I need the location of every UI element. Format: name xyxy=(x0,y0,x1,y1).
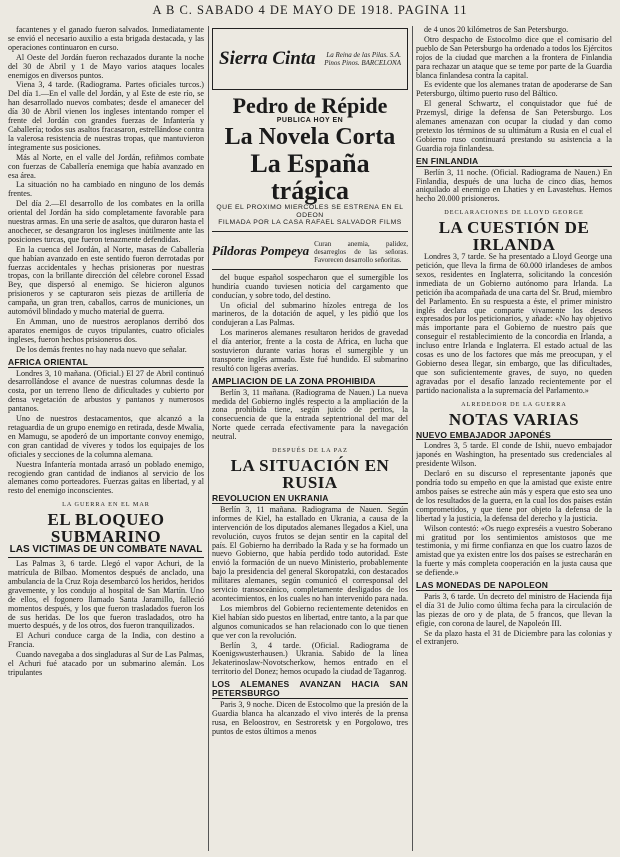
paragraph: Los marineros alemanes resultaron heridos de gravedad el día anterior, frente a la costa de Africa, en lucha que sostuvieron durante varias horas el sumergible y un transporte inglés armado. Este fué hundido. El submarino resultó con ligeras averías. xyxy=(212,328,408,373)
paragraph: El general Schwartz, el conquistador que fué de Przemysl, dirige la defensa de San Petersburgo. Los alemanes amenazan con ocupar la ciudad y dan como pretexto los términos de su ultimátum a Rusia en el cual el Gobierno ruso continuará prestando su asistencia a la Guardia roja finlandesa. xyxy=(416,99,612,153)
ad-book-title: La España trágica xyxy=(250,149,370,205)
paragraph: Es evidente que los alemanes tratan de apoderarse de San Petersburgo, último puerto ruso del Báltico. xyxy=(416,80,612,99)
section-kicker: ALREDEDOR DE LA GUERRA xyxy=(461,400,567,408)
subheading-monedas: LAS MONEDAS DE NAPOLEON xyxy=(416,581,612,591)
paragraph: Wilson contestó: «Os ruego expreséis a vuestro Soberano mi gratitud por los sentimientos amistosos que me testimonia, y mi firme confianza en que los cuatro lazos de amistad que ya existen entre los dos países se estrecharán en la fuerte y más completa cooperación en la justa causa que se defiende.» xyxy=(416,523,612,578)
ad-pild-text: Curan anemia, palidez, desarreglos de las señoras. Favorecen desarrollo señoritas. xyxy=(314,239,408,264)
paragraph: Más al Norte, en el valle del Jordán, refiñmos combate con fuerzas de Caballería enemiga que había avanzado en esa área. xyxy=(8,152,204,180)
paragraph: Cuando navegaba a dos singladuras al Sur de Las Palmas, el Achuri fué atacado por un submarino alemán. Los tripulantes xyxy=(8,650,204,677)
ad-foot: QUE EL PROXIMO MIERCOLES SE ESTRENA EN EL ODEON xyxy=(216,204,404,219)
column-3 xyxy=(416,26,612,851)
ad-tagline: La Reina de las Pilas. S.A. Pinos Pinos. BARCELONA xyxy=(324,51,401,67)
paragraph: Berlín 3, 4 tarde. (Oficial. Radiograma de Koenigswusterhausen.) Ukrania. Sabido de la línea Jekaterinoslaw-Novotscherkow, hemos entrado en el territorio del Donez; hemos ocupado la ciudad de Taganrog. xyxy=(212,640,408,677)
paragraph: Nuestra Infantería montada arrasó un poblado enemigo, recogiendo gran cantidad de indianos al servicio de los alemanes como porteadores. Fuerzas gaitas en libertad, y al resto del enemigo inconscientes. xyxy=(8,459,204,496)
subheading-embajador: NUEVO EMBAJADOR JAPONÉS xyxy=(416,431,612,441)
paragraph: En Amman, uno de nuestros aeroplanos derribó dos aparatos enemigos de cuyos tripulantes, cuatro oficiales ingleses, fueron hechos prisioneros dos. xyxy=(8,317,204,344)
paragraph: Londres 3, 5 tarde. El conde de Ishii, nuevo embajador japonés en Washington, ha presentado sus credenciales al presidente Wilson. xyxy=(416,441,612,469)
paragraph: Paris 3, 9 noche. Dicen de Estocolmo que la presión de la Guardia blanca ha alcanzado el vivo interés de la prensa rusa, en Beloostrov, en Sestroretsk y en Porgolowo, tres puntos de estos últimos a menos xyxy=(212,699,408,736)
paragraph: Los miembros del Gobierno recientemente detenidos en Kiel habían sido puestos en libertad, entre tanto, a la par que algunos comunicados se han relacionado con lo que tienen que ver con la revolución. xyxy=(212,603,408,640)
ad-line: PUBLICA HOY EN xyxy=(276,117,344,124)
section-kicker: LA GUERRA EN EL MAR xyxy=(62,501,150,509)
paragraph: Berlín 3, 11 mañana. Radiograma de Nauen. Según informes de Kiel, ha estallado en Ukrania, a causa de la intervención de los diputados alemanes llegados a Kiel, una revolución, cuyos frutos se dejan sentir en la capital del país. El Gobierno ha derribado la Rada y se ha formado un nuevo Gobierno, que había perdido todo autoridad. Este envió la formación de un nuevo Ministerio, probablemente bajo la presidencia del general Skoropatzki, con destacados militares alemanes, según comunicó el corresponsal del servicio transoceánico, completamente desligados de los acontecimientos, en los cuales no han intervenido para nada. xyxy=(212,504,408,603)
ad-novela-corta xyxy=(212,94,408,232)
column-1 xyxy=(8,26,204,851)
paragraph: Viena 3, 4 tarde. (Radiograma. Partes oficiales turcos.) Del día 1.—En el valle del Jordán, y al Este de este río, se han desarrollado nuevos combates; desde el amanecer del día 30 de Abril vienen los ingleses intentando romper el frente del Jordán con grandes fuerzas de Infantería y Caballería; todos sus asaltos fracasaron, estrellándose contra la valerosa resistencia de nuestras tropas, que mantuvieron íntegramente sus posiciones. xyxy=(8,80,204,152)
paragraph: Berlín 3, 11 mañana. (Radiograma de Nauen.) La nueva medida del Gobierno inglés respecto a la ampliación de la zona prohibida tiene, según juicio de peritos, la consecuencia de que la entrada septentrional del mar del Norte quede cerrada efectivamente para la navegación neutral. xyxy=(212,387,408,442)
subheading-ampliacion: AMPLIACION DE LA ZONA PROHIBIDA xyxy=(212,377,408,387)
paragraph: Otro despacho de Estocolmo dice que el comisario del pueblo de San Petersburgo ha ordenado a todos los Ejércitos rojos de la ciudad que marchen a la frontera de Finlandia para rechazar un ataque que se teme por parte de la Guardia blanca finlandesa contra la capital. xyxy=(416,34,612,80)
paragraph: del buque español sospecharon que el sumergible los hundiría cuando tuviesen noticia del cargamento que conducían, y sobre todo, del destino. xyxy=(212,272,408,300)
paragraph: Un oficial del submarino hízoles entrega de los marineros, de la dotación de aquel, y les pidió que los condujeran a Las Palmas. xyxy=(212,300,408,328)
ad-author: Pedro de Répide xyxy=(232,93,388,118)
headline-irlanda: LA CUESTIÓN DE IRLANDA xyxy=(438,218,590,255)
page-header: A B C. SABADO 4 DE MAYO DE 1918. PAGINA 11 xyxy=(152,3,468,17)
paragraph: facantenes y el ganado fueron salvados. Inmediatamente se envió el necesario auxilio a esta brigada destacada, y las operaciones continuaron en curso. xyxy=(8,26,204,52)
paragraph: Berlín 3, 11 noche. (Oficial. Radiograma de Nauen.) En Finlandia, después de una lucha de cinco días, hemos aniquilado al enemigo en Lhaties y en Lavastehus. Hemos hecho 20.000 prisioneros. xyxy=(416,167,612,204)
subheading-victimas: LAS VICTIMAS DE UN COMBATE NAVAL xyxy=(8,545,204,558)
paragraph: La situación no ha cambiado en ninguno de los demás frentes. xyxy=(8,180,204,199)
headline-rusia: LA SITUACIÓN EN RUSIA xyxy=(230,456,390,492)
ad-pild-name: Píldoras Pompeya xyxy=(212,243,310,259)
paragraph: de 4 unos 20 kilómetros de San Petersburgo. xyxy=(424,26,569,34)
section-kicker: DESPUÉS DE LA PAZ xyxy=(272,447,348,455)
column-rule xyxy=(412,26,413,851)
paragraph: Paris 3, 6 tarde. Un decreto del ministro de Hacienda fija el día 31 de Julio como última fecha para la circulación de las piezas de oro y de plata, de 5 francos, que llevan la efigie, con corona de laurel, de Napoleón III. xyxy=(416,591,612,628)
headline-bloqueo: EL BLOQUEO SUBMARINO xyxy=(47,510,165,547)
paragraph: Del día 2.—El desarrollo de los combates en la orilla oriental del Jordán ha sido completamente favorable para nuestras armas. En una serie de asaltos, que duraron hasta el anochecer, se desangraron los ingleses inútilmente ante las posiciones turcas, que fueron tenazmente defendidas. xyxy=(8,199,204,244)
ad-series: La Novela Corta xyxy=(224,124,396,150)
paragraph: El Achuri conduce carga de la India, con destino a Francia. xyxy=(8,631,204,650)
paragraph: Al Oeste del Jordán fueron rechazados durante la noche del 30 de Abril y 1 de Mayo varios ataques locales enemigos en diversos puntos. xyxy=(8,52,204,80)
section-kicker: DECLARACIONES DE LLOYD GEORGE xyxy=(444,209,584,217)
column-rule xyxy=(208,26,209,851)
column-2 xyxy=(212,26,408,851)
paragraph: Declaró en su discurso el representante japonés que pondría todo su empeño en que la amistad que existe entre ambos países se estreche aún más y espera que esto sea uno de los resultados de la guerra, en la cual los dos países están comprometidos, y que tiene por objeto la defensa de la libertad y la justicia, la defensa del derecho y la justicia. xyxy=(416,469,612,523)
subheading-alemanes: LOS ALEMANES AVANZAN HACIA SAN PETERSBURGO xyxy=(212,679,408,699)
subheading-ukrania: REVOLUCION EN UKRANIA xyxy=(212,494,408,504)
paragraph: Londres 3, 10 mañana. (Oficial.) El 27 de Abril continuó desarrollándose el avance de nuestras columnas desde la costa, por un terreno lleno de dificultades y cubierto por densa vegetación de arbustos y pantanos y numerosos pantanos. xyxy=(8,368,204,414)
paragraph: Uno de nuestros destacamentos, que alcanzó a la retaguardia de un grupo enemigo en retirada, desde Mwalia, en Mamugu, se apoderó de un importante convoy enemigo, con gran cantidad de víveres y todos los equipajes de los oficiales y secciones de la columna alemana. xyxy=(8,414,204,459)
ad-brand: Sierra Cinta xyxy=(219,47,316,69)
ad-pildoras xyxy=(212,236,408,270)
ad-foot: FILMADA POR LA CASA RAFAEL SALVADOR FILMS xyxy=(218,219,402,227)
paragraph: De los demás frentes no hay nada nuevo que señalar. xyxy=(16,344,187,354)
subheading-finlandia: EN FINLANDIA xyxy=(416,157,612,167)
paragraph: Las Palmas 3, 6 tarde. Llegó el vapor Achuri, de la matrícula de Bilbao. Momentos después de anclado, una ambulancia de la Cruz Roja desembarcó los heridos, heridos gravemente, y los condujo al hospital de San Martín. Uno de ellos, el fogonero llamado Santa Jaramillo, falleció momentos después, y los que fueron trasladados fueron los de sus heridas. De los que fueron trasladados, otro ha muerto después, y de los otros, dos fueron tranquilizados. xyxy=(8,559,204,631)
paragraph: En la cuenca del Jordán, al Norte, masas de Caballería que habían avanzado en este sentido fueron derrotadas por fuerzas accidentales y hechas prisioneras por nuestras tropas, con la brillante dirección del célebre coronel Essad Bey, que dispersó al enemigo. Se hicieron algunos prisioneros y se capturaron seis piezas de artillería de campaña, un gran tren, caballos, carros de municiones, un automóvil blindado y mucho material de guerra. xyxy=(8,244,204,317)
headline-notas: NOTAS VARIAS xyxy=(448,409,580,429)
subheading-africa: AFRICA ORIENTAL xyxy=(8,358,204,368)
paragraph: Se da plazo hasta el 31 de Diciembre para las colonias y el extranjero. xyxy=(416,628,612,647)
ad-sierra-cinta xyxy=(212,28,408,90)
paragraph: Londres 3, 7 tarde. Se ha presentado a Lloyd George una petición, que lleva la firma de 60.000 irlandeses de ambos sexos, residentes en Inglaterra, solicitando la concesión inmediata de un Gobierno autónomo para Irlanda. La petición iba acompañada de una carta del Sr. Brud, miembro del Parlamento. En su respuesta a éste, el primer ministro inglés declara que comparte vivamente los deseos expresados por los peticionarios, y añade: «No hay objetivo más importante para el Gobierno de nuestro país que conseguir el restablecimiento de la concordia en Irlanda, a incluso entre Irlanda e Inglaterra. El estado actual de las cosas es uno de los factores que más me preocupan, y el Gobierno desea llegar, sin embargo, que las dificultades, que son suficientemente graves, de suyo, no queden agravadas por el desafío lanzado recientemente por el partido nacionalista a la supremacía del Parlamento.» xyxy=(416,252,612,395)
